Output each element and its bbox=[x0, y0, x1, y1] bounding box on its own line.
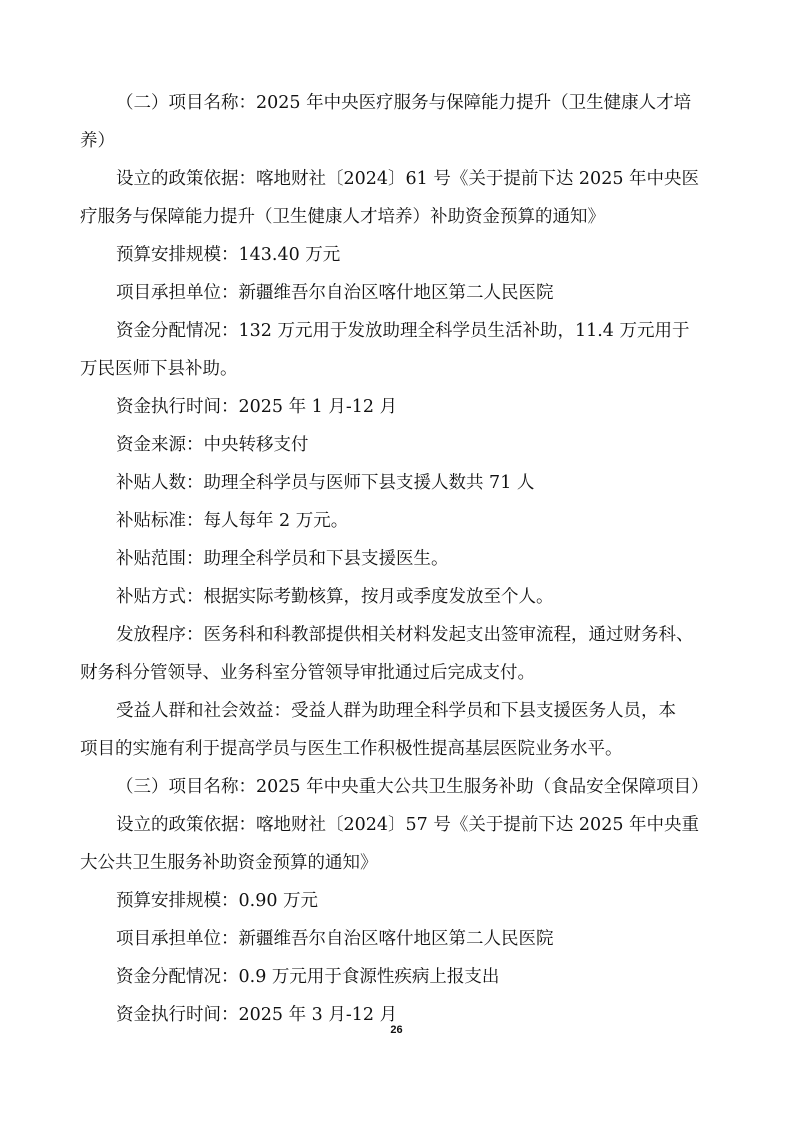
text-line: 补贴范围：助理全科学员和下县支援医生。 bbox=[116, 549, 449, 569]
text-line: 补贴方式：根据实际考勤核算，按月或季度发放至个人。 bbox=[116, 587, 554, 607]
page-number: 26 bbox=[390, 1024, 403, 1036]
text-line: 预算安排规模：0.90 万元 bbox=[116, 891, 319, 911]
text-line: 万民医师下县补助。 bbox=[80, 359, 238, 379]
text-line: 补贴标准：每人每年 2 万元。 bbox=[116, 511, 349, 531]
text-line: 项目承担单位：新疆维吾尔自治区喀什地区第二人民医院 bbox=[116, 929, 554, 949]
text-line: 大公共卫生服务补助资金预算的通知》 bbox=[80, 853, 378, 873]
text-line: 项目的实施有利于提高学员与医生工作积极性提高基层医院业务水平。 bbox=[80, 739, 623, 759]
text-line: 财务科分管领导、业务科室分管领导审批通过后完成支付。 bbox=[80, 663, 535, 683]
text-line: 发放程序：医务科和科教部提供相关材料发起支出签审流程，通过财务科、 bbox=[116, 625, 694, 645]
document-body bbox=[80, 84, 730, 1034]
text-line: 资金来源：中央转移支付 bbox=[116, 435, 309, 455]
text-line: 预算安排规模：143.40 万元 bbox=[116, 245, 341, 265]
text-line: 资金执行时间：2025 年 1 月-12 月 bbox=[116, 397, 398, 417]
text-line: 设立的政策依据：喀地财社〔2024〕61 号《关于提前下达 2025 年中央医 bbox=[116, 169, 700, 189]
text-line: （二）项目名称：2025 年中央医疗服务与保障能力提升（卫生健康人才培 bbox=[116, 93, 692, 113]
text-line: 补贴人数：助理全科学员与医师下县支援人数共 71 人 bbox=[116, 473, 535, 493]
text-line: 项目承担单位：新疆维吾尔自治区喀什地区第二人民医院 bbox=[116, 283, 554, 303]
text-line: 资金执行时间：2025 年 3 月-12 月 bbox=[116, 1005, 398, 1025]
text-line: 养） bbox=[80, 131, 115, 151]
text-line: 资金分配情况：0.9 万元用于食源性疾病上报支出 bbox=[116, 967, 500, 987]
text-line: 资金分配情况：132 万元用于发放助理全科学员生活补助，11.4 万元用于 bbox=[116, 321, 690, 341]
text-line: （三）项目名称：2025 年中央重大公共卫生服务补助（食品安全保障项目） bbox=[116, 777, 709, 797]
text-line: 疗服务与保障能力提升（卫生健康人才培养）补助资金预算的通知》 bbox=[80, 207, 605, 227]
text-line: 受益人群和社会效益：受益人群为助理全科学员和下县支援医务人员，本 bbox=[116, 701, 676, 721]
text-line: 设立的政策依据：喀地财社〔2024〕57 号《关于提前下达 2025 年中央重 bbox=[116, 815, 700, 835]
